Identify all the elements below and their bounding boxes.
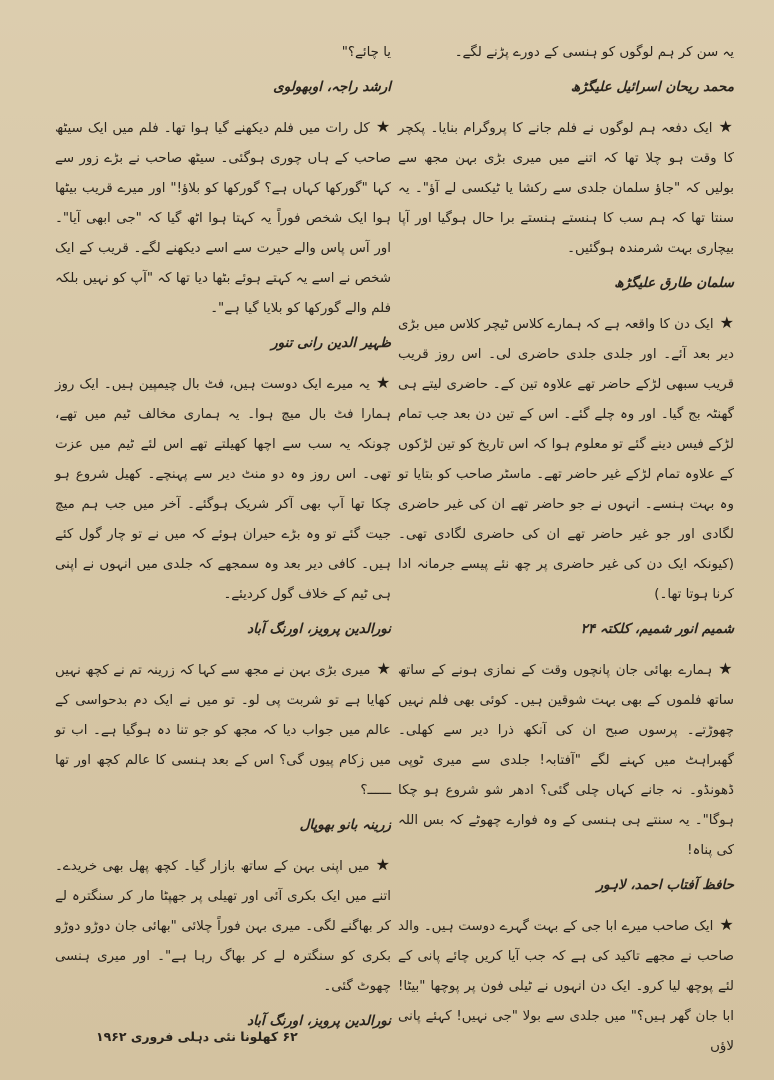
issue-info: کھلونا نئی دہلی فروری ۱۹۶۲ xyxy=(96,1029,279,1044)
anecdote xyxy=(398,910,734,1062)
anecdote-text: ایک دن کا واقعہ ہے کہ ہمارے کلاس ٹیچر کلاس میں بڑی دیر بعد آئے۔ اور جلدی جلدی حاضری لی۔ اس روز قریب قریب سبھی لڑکے حاضر تھے علاوہ تین کے۔ حاضری لیتے ہی گھنٹہ بج گیا۔ اور وہ چلے گئے۔ اس کے تین دن بعد جب تمام لڑکے فیس دینے گئے تو معلوم ہوا کہ اس تاریخ کو تین لڑکوں کے علاوہ تمام لڑکے غیر حاضر تھے۔ ماسٹر صاحب کو بتایا تو وہ بہت ہنسے۔ انہوں نے جو حاضر تھے ان کی غیر حاضری لگادی اور جو غیر حاضر تھے ان کی حاضری لگادی تھی۔ (کیونکہ ایک دن کی غیر حاضری پر چھ نئے پیسے جرمانہ ادا کرنا ہوتا تھا۔) xyxy=(398,317,734,602)
page-number: ۶۲ xyxy=(282,1029,298,1044)
contributor-byline: نورالدین پرویز، اورنگ آباد xyxy=(247,1013,391,1029)
anecdote-text: یہ میرے ایک دوست ہیں، فٹ بال چیمپین ہیں۔ ایک روز ہمارا فٹ بال میچ ہوا۔ یہ ہماری مخالف ٹیم میں تھے، چونکہ یہ سب سے اچھا کھیلتے تھے اس لئے ٹیم میں عزت تھی۔ اس روز وہ دو منٹ دیر سے پہنچے۔ کھیل شروع ہو چکا تھا آپ بھی آکر شریک ہوگئے۔ آخر میں جب ہم میچ جیت گئے تو وہ بڑے حیران ہوئے کہ میں نے تو چار گول کئے ہیں۔ کافی دیر بعد وہ سمجھے کہ جلدی میں انہوں نے اپنی ہی ٹیم کے خلاف گول کردیئے۔ xyxy=(55,377,391,602)
anecdote xyxy=(55,654,391,806)
contributor-byline: سلمان طارق علیگڑھ xyxy=(614,275,734,291)
anecdote-text: ایک صاحب میرے ابا جی کے بہت گہرے دوست ہیں۔ والد صاحب نے مجھے تاکید کی ہے کہ جب آیا کریں چائے پانی کے لئے پوچھ لیا کرو۔ ایک دن انہوں نے ٹیلی فون پر پوچھا "بیٹا! ابا جان گھر ہیں؟" میں جلدی سے بولا "جی نہیں! کہئے پانی لاؤں xyxy=(398,919,734,1054)
black-star-icon: ★ xyxy=(375,373,391,392)
anecdote-text: میری بڑی بہن نے مجھ سے کہا کہ زرینہ تم نے کچھ نہیں کھایا ہے تو شربت پی لو۔ تو میں نے ایک دم بدحواسی کے عالم میں جواب دیا کہ مجھ کو جو تنا دہ ہوگیا ہے۔ اب تو میں زکام پیوں گی؟ اس کے بعد ہنسی کا عالم کچھ اور تھا ــــــ؟ xyxy=(55,663,391,798)
page-footer xyxy=(96,1029,298,1044)
black-star-icon: ★ xyxy=(718,117,735,136)
contributor-byline: حافظ آفتاب احمد، لاہور xyxy=(596,877,734,893)
contributor-byline: شمیم انور شمیم، کلکتہ ۲۴ xyxy=(580,621,734,637)
black-star-icon: ★ xyxy=(375,855,392,874)
anecdote xyxy=(55,368,391,610)
anecdote xyxy=(398,112,734,264)
anecdote xyxy=(55,112,391,324)
continued-text: یہ سن کر ہم لوگوں کو ہنسی کے دورے پڑنے لگے۔ xyxy=(454,45,734,60)
contributor-byline: ارشد راجہ، اوبھولوی xyxy=(273,79,391,95)
anecdote xyxy=(55,850,391,1002)
contributor-byline: نورالدین پرویز، اورنگ آباد xyxy=(247,621,391,637)
anecdote-text: کل رات میں فلم دیکھنے گیا ہوا تھا۔ فلم میں ایک سیٹھ صاحب کے ہاں چوری ہوگئی۔ سیٹھ صاحب نے بڑے زور سے کہا "گورکھا کہاں ہے؟ گورکھا کو بلاؤ!" اور میرے قریب بیٹھا ہوا ایک شخص فوراً یہ کہتا ہوا اٹھ گیا کہ "جی ابھی آیا"۔ اور آس پاس والے حیرت سے اسے دیکھنے لگے۔ قریب کے ایک شخص نے اسے یہ کہتے ہوئے بٹھا دیا تھا کہ "آپ کو نہیں بلکہ فلم والے گورکھا کو بلایا گیا ہے"۔ xyxy=(55,121,391,316)
anecdote xyxy=(398,654,734,866)
left-column xyxy=(55,38,391,1046)
anecdote xyxy=(398,308,734,610)
contributor-byline: محمد ریحان اسرائیل علیگڑھ xyxy=(570,79,734,95)
black-star-icon: ★ xyxy=(718,659,735,678)
black-star-icon: ★ xyxy=(375,117,391,136)
anecdote-text: ایک دفعہ ہم لوگوں نے فلم جانے کا پروگرام بنایا۔ پکچر کا وقت ہو چلا تھا کہ اتنے میں میری بڑی بہن مجھ سے بولیں کہ "جاؤ سلمان جلدی سے رکشا یا ٹیکسی لے آؤ"۔ یہ سنتا تھا کہ ہم سب کا ہنستے ہنستے برا حال ہوگیا اور آپا بیچاری بہت شرمندہ ہوگئیں۔ xyxy=(398,121,734,256)
anecdote-text: میں اپنی بہن کے ساتھ بازار گیا۔ کچھ پھل بھی خریدے۔ اتنے میں ایک بکری آئی اور تھیلی پر جھپٹا مار کر سنگترہ لے کر بھاگنے لگی۔ میری بہن فوراً چلائی "بھائی جان دوڑو دوڑو بکری کو سنگترہ لے کر بھاگ رہا ہے"۔ اور میری ہنسی چھوٹ گئی۔ xyxy=(55,859,391,994)
contributor-byline: ظہیر الدین رانی تنور xyxy=(271,335,391,351)
black-star-icon: ★ xyxy=(376,659,391,678)
black-star-icon: ★ xyxy=(719,313,734,332)
contributor-byline: زرینہ بانو بھوپال xyxy=(299,817,391,833)
continued-text: یا چائے؟" xyxy=(341,45,391,60)
anecdote-text: ہمارے بھائی جان پانچوں وقت کے نمازی ہونے کے ساتھ ساتھ فلموں کے بھی بہت شوقین ہیں۔ کوئی بھی فلم نہیں چھوڑتے۔ پرسوں صبح ان کی آنکھ ذرا دیر سے کھلی۔ گھبراہٹ میں کہنے لگے "آفتابہ! جلدی سے میری ٹوپی ڈھونڈو۔ نہ جانے کہاں چلی گئی؟ ادھر شو شروع ہو چکا ہوگا"۔ یہ سنتے ہی ہنسی کے وہ فوارے چھوٹے کہ بس اللہ کی پناہ! xyxy=(398,663,734,858)
black-star-icon: ★ xyxy=(719,915,735,934)
right-column xyxy=(398,38,734,1064)
